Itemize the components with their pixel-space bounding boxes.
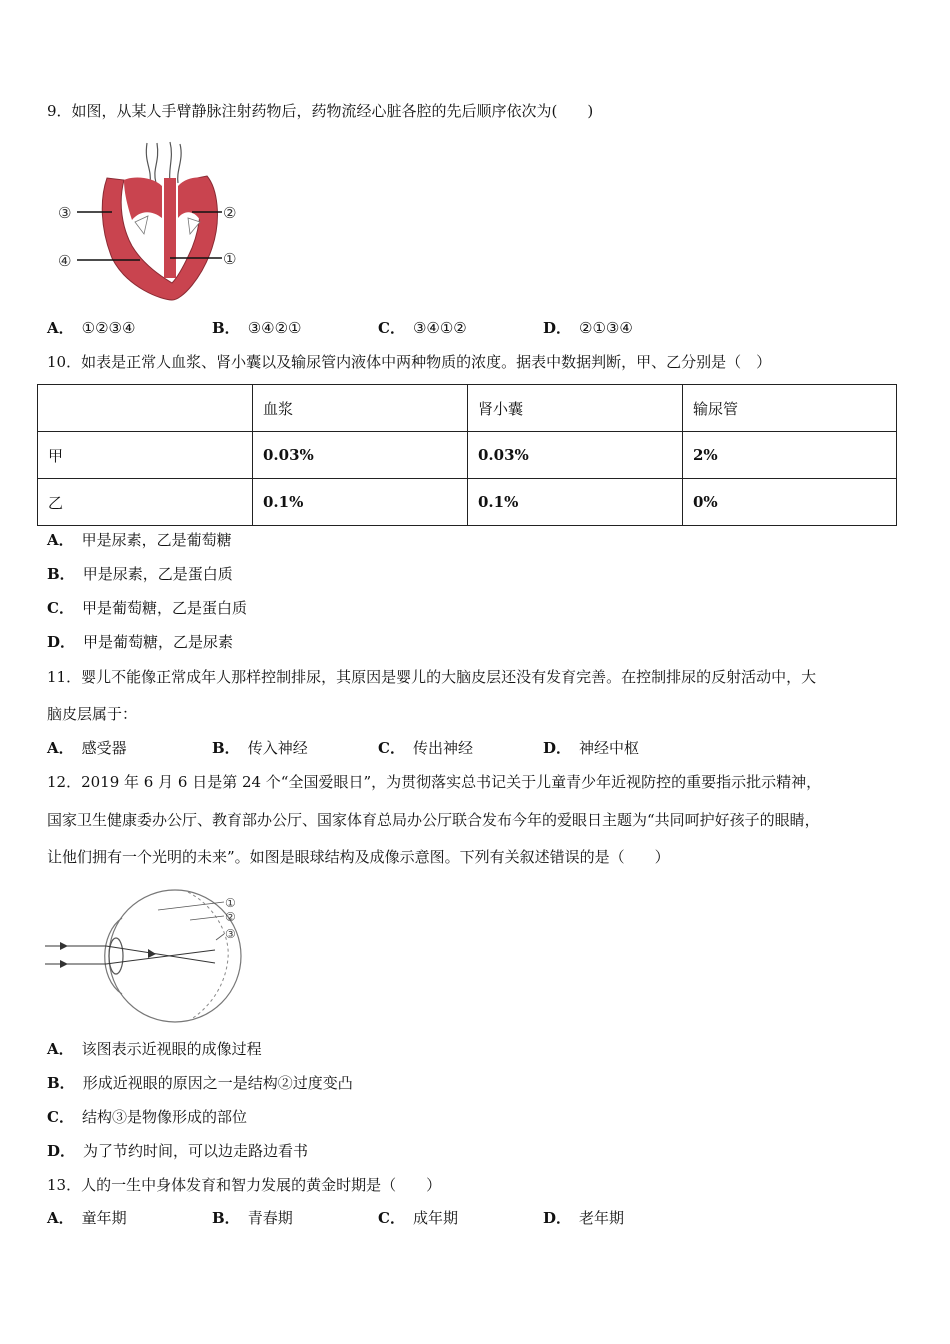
q9-stem: 9．如图，从某人手臂静脉注射药物后，药物流经心脏各腔的先后顺序依次为( ) [47, 102, 594, 120]
table-cell: 2% [683, 432, 897, 479]
q13-stem: 13．人的一生中身体发育和智力发展的黄金时期是（ ） [47, 1176, 442, 1194]
eye-label-1: ① [225, 896, 236, 910]
eye-diagram [40, 888, 255, 1023]
table-cell: 0.03% [253, 432, 468, 479]
q12-option-c[interactable]: C． 结构③是物像形成的部位 [47, 1108, 247, 1126]
q13-option-a[interactable]: A． 童年期 [47, 1209, 127, 1227]
q11-option-d[interactable]: D． 神经中枢 [543, 739, 640, 757]
q13-option-d[interactable]: D． 老年期 [543, 1209, 625, 1227]
q11-option-c[interactable]: C． 传出神经 [378, 739, 473, 757]
q11-stem-line2: 脑皮层属于： [47, 705, 138, 723]
q11-option-b[interactable]: B． 传入神经 [212, 739, 308, 757]
heart-label-1: ① [223, 250, 237, 268]
q9-option-a[interactable]: A． ①②③④ [47, 319, 136, 337]
q13-option-c[interactable]: C． 成年期 [378, 1209, 458, 1227]
q9-option-c[interactable]: C． ③④①② [378, 319, 467, 337]
heart-label-2: ② [223, 204, 237, 222]
table-header-row [38, 385, 897, 432]
table-cell: 0.03% [468, 432, 683, 479]
table-cell: 0% [683, 479, 897, 526]
eye-label-3: ③ [225, 927, 236, 941]
table-row [38, 479, 897, 526]
q12-option-d[interactable]: D． 为了节约时间，可以边走路边看书 [47, 1142, 309, 1160]
q11-option-a[interactable]: A． 感受器 [47, 739, 127, 757]
table-header-cell: 肾小囊 [468, 385, 683, 432]
eye-label-2: ② [225, 910, 236, 924]
table-cell: 甲 [38, 432, 253, 479]
q12-option-b[interactable]: B． 形成近视眼的原因之一是结构②过度变凸 [47, 1074, 353, 1092]
q12-stem-line1: 12．2019 年 6 月 6 日是第 24 个“全国爱眼日”，为贯彻落实总书记关于儿童青少年近视防控的重要指示批示精神， [47, 773, 822, 791]
table-row [38, 432, 897, 479]
q9-option-b[interactable]: B． ③④②① [212, 319, 302, 337]
q12-stem-line3: 让他们拥有一个光明的未来”。如图是眼球结构及成像示意图。下列有关叙述错误的是（ ） [47, 848, 670, 866]
table-header-cell [38, 385, 253, 432]
table-header-cell: 血浆 [253, 385, 468, 432]
q10-stem: 10．如表是正常人血浆、肾小囊以及输尿管内液体中两种物质的浓度。据表中数据判断，甲、乙分别是（ ） [47, 353, 772, 371]
q13-option-b[interactable]: B． 青春期 [212, 1209, 293, 1227]
table-cell: 0.1% [468, 479, 683, 526]
table-cell: 乙 [38, 479, 253, 526]
q10-option-d[interactable]: D． 甲是葡萄糖，乙是尿素 [47, 633, 234, 651]
table-cell: 0.1% [253, 479, 468, 526]
heart-diagram [52, 138, 252, 308]
table-header-cell: 输尿管 [683, 385, 897, 432]
q11-stem-line1: 11．婴儿不能像正常成年人那样控制排尿，其原因是婴儿的大脑皮层还没有发育完善。在控制排尿的反射活动中，大 [47, 668, 817, 686]
concentration-table [37, 384, 897, 526]
heart-label-4: ④ [58, 252, 72, 270]
q10-option-c[interactable]: C． 甲是葡萄糖，乙是蛋白质 [47, 599, 247, 617]
q10-option-a[interactable]: A． 甲是尿素，乙是葡萄糖 [47, 531, 232, 549]
q10-option-b[interactable]: B． 甲是尿素，乙是蛋白质 [47, 565, 233, 583]
q12-option-a[interactable]: A． 该图表示近视眼的成像过程 [47, 1040, 262, 1058]
q12-stem-line2: 国家卫生健康委办公厅、教育部办公厅、国家体育总局办公厅联合发布今年的爱眼日主题为“共同呵护好孩子的眼睛， [47, 811, 820, 829]
heart-label-3: ③ [58, 204, 72, 222]
q9-option-d[interactable]: D． ②①③④ [543, 319, 633, 337]
